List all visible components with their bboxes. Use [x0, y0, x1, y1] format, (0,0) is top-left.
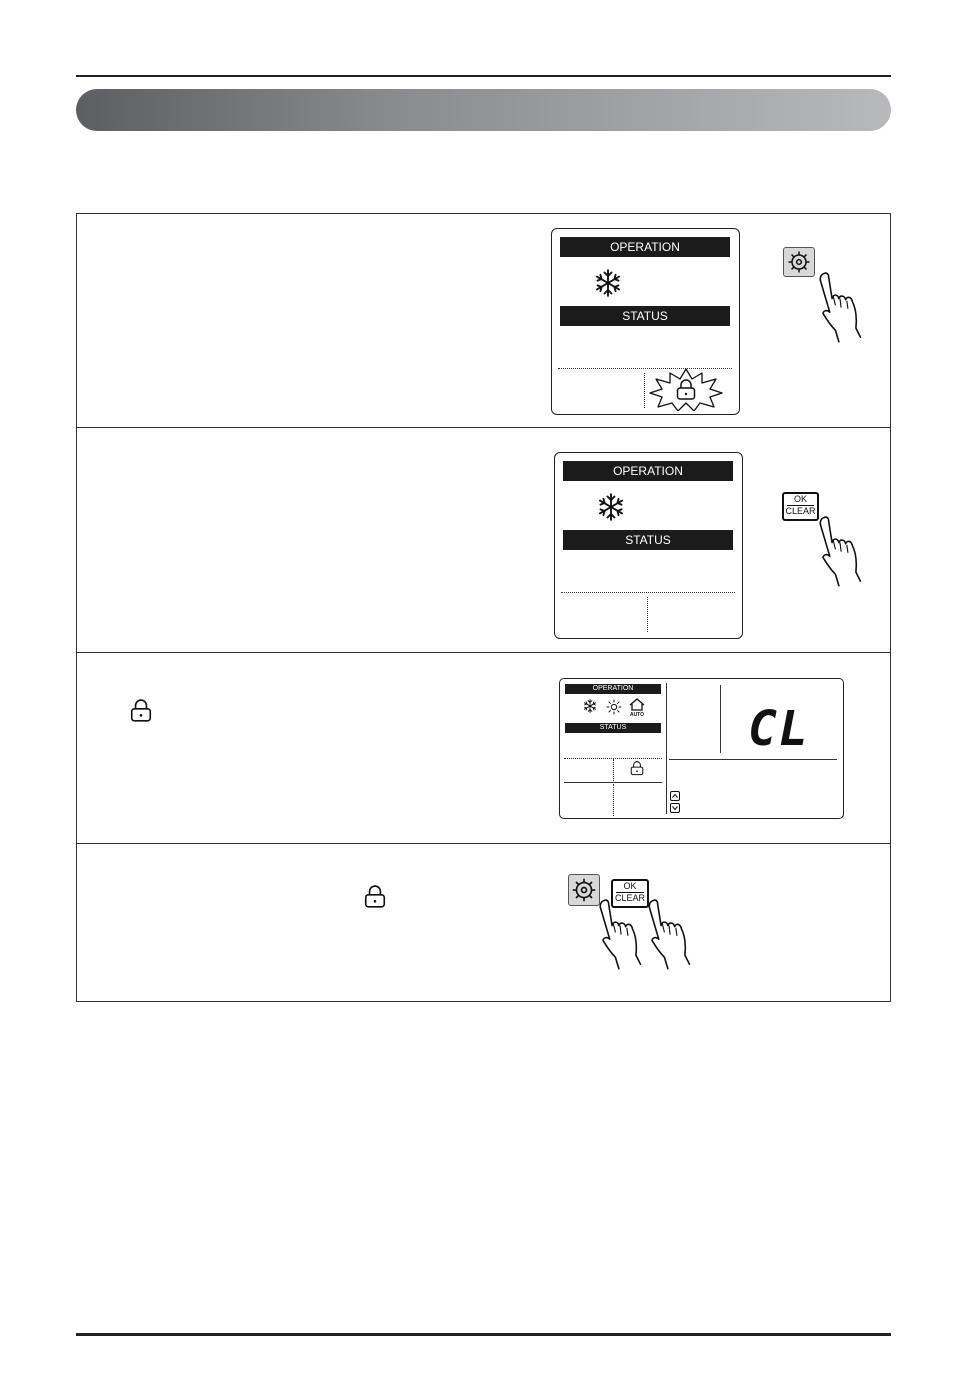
- divider-line: [613, 784, 614, 816]
- status-bar: STATUS: [563, 530, 733, 550]
- remote-display: [554, 452, 743, 639]
- divider-line: [647, 597, 648, 632]
- divider-line: [666, 683, 667, 814]
- lock-icon: [630, 761, 644, 776]
- divider-line: [613, 759, 614, 781]
- status-bar: STATUS: [565, 723, 661, 733]
- step-row-3: [77, 653, 890, 844]
- clear-label: CLEAR: [785, 506, 816, 516]
- divider-line: [561, 592, 735, 593]
- snowflake-icon: [597, 493, 625, 521]
- divider-line: [720, 685, 721, 753]
- divider-line: [564, 782, 662, 783]
- sun-icon: [606, 699, 622, 715]
- bottom-rule: [76, 1333, 891, 1336]
- auto-house-icon: [628, 697, 646, 717]
- operation-bar: OPERATION: [563, 461, 733, 481]
- segment-readout: CL: [748, 701, 810, 757]
- top-rule: [76, 75, 891, 77]
- lock-blink-icon: [648, 367, 724, 411]
- step-row-1: [77, 214, 890, 428]
- status-bar: STATUS: [560, 306, 730, 326]
- ok-label: OK: [793, 494, 807, 504]
- snowflake-icon: [583, 699, 597, 713]
- remote-display: [551, 228, 740, 415]
- divider-line: [644, 373, 645, 408]
- operation-bar: OPERATION: [560, 237, 730, 257]
- pointing-hand-icon: [810, 513, 870, 588]
- snowflake-icon: [594, 269, 622, 297]
- lock-icon: [130, 699, 152, 723]
- step-row-4: [77, 844, 890, 1001]
- steps-panel: [76, 213, 891, 1002]
- auto-text: AUTO: [629, 712, 645, 717]
- operation-bar: OPERATION: [565, 684, 661, 694]
- section-banner: [76, 89, 891, 131]
- divider-line: [669, 759, 837, 760]
- clear-label: CLEAR: [614, 893, 645, 903]
- pointing-hand-icon: [639, 896, 699, 971]
- ok-label: OK: [623, 881, 637, 891]
- full-display: [559, 678, 844, 819]
- step-row-2: [77, 428, 890, 653]
- down-arrow-icon: [670, 803, 680, 813]
- up-arrow-icon: [670, 791, 680, 801]
- lock-icon: [364, 885, 386, 909]
- pointing-hand-icon: [810, 269, 870, 344]
